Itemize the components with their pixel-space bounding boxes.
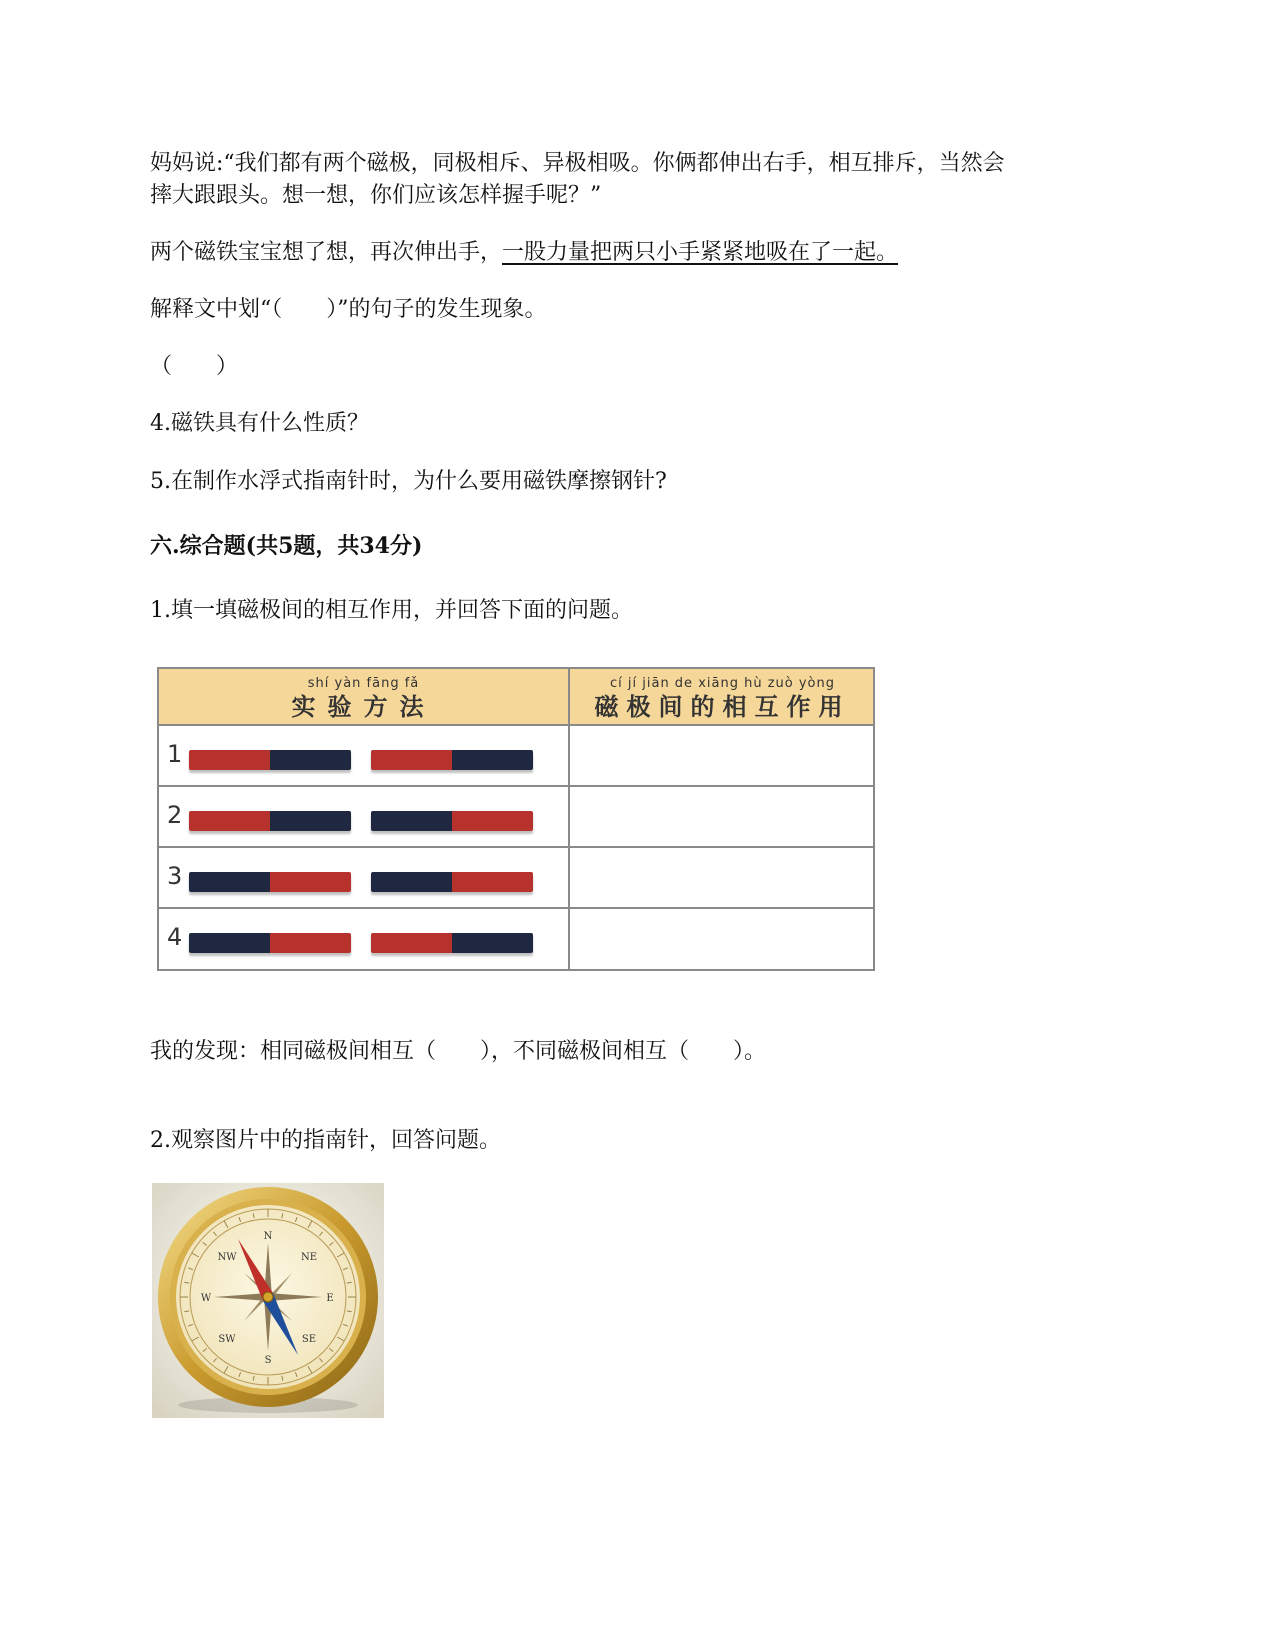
row-number: 3 bbox=[167, 862, 183, 890]
bar-magnet-right bbox=[371, 811, 533, 831]
question-5: 5.在制作水浮式指南针时，为什么要用磁铁摩擦钢针? bbox=[150, 469, 667, 494]
magnet-red-pole bbox=[270, 933, 351, 953]
magnet-red-pole bbox=[189, 750, 270, 770]
underlined-sentence: 一股力量把两只小手紧紧地吸在了一起。 bbox=[502, 240, 899, 265]
bar-magnet-left bbox=[189, 811, 351, 831]
magnet-red-pole bbox=[452, 811, 533, 831]
answer-blank: （ ） bbox=[150, 354, 239, 379]
magnet-blue-pole bbox=[189, 872, 270, 892]
bar-magnet-right bbox=[371, 933, 533, 953]
magnet-blue-pole bbox=[371, 872, 452, 892]
compass-direction-label: NW bbox=[217, 1251, 237, 1263]
compass-direction-label: NE bbox=[300, 1251, 318, 1263]
compass-direction-label: S bbox=[264, 1355, 272, 1366]
story-plain-text: 两个磁铁宝宝想了想，再次伸出手， bbox=[150, 240, 503, 265]
row-number: 4 bbox=[167, 923, 183, 951]
section-heading: 六.综合题(共5题，共34分) bbox=[150, 533, 423, 559]
magnet-red-pole bbox=[371, 933, 452, 953]
bar-magnet-left bbox=[189, 750, 351, 770]
magnet-blue-pole bbox=[371, 811, 452, 831]
magnet-blue-pole bbox=[270, 750, 351, 770]
story-paragraph-2 bbox=[150, 237, 898, 268]
compass-direction-label: E bbox=[326, 1293, 334, 1304]
header-method-pinyin: shí yàn fāng fǎ bbox=[307, 676, 420, 691]
header-interaction-pinyin: cí jí jiān de xiāng hù zuò yòng bbox=[610, 676, 835, 691]
bar-magnet-right bbox=[371, 750, 533, 770]
header-interaction bbox=[570, 669, 875, 724]
row-number: 1 bbox=[167, 740, 183, 768]
explain-prompt: 解释文中划“（ ）”的句子的发生现象。 bbox=[150, 297, 547, 322]
row-number: 2 bbox=[167, 801, 183, 829]
compass-image bbox=[152, 1183, 384, 1418]
question-4: 4.磁铁具有什么性质？ bbox=[150, 411, 369, 436]
table-row bbox=[159, 909, 873, 970]
table-header bbox=[159, 669, 873, 726]
compass-direction-label: SE bbox=[301, 1334, 317, 1346]
table-row bbox=[159, 848, 873, 909]
magnet-red-pole bbox=[452, 872, 533, 892]
bar-magnet-right bbox=[371, 872, 533, 892]
table-row bbox=[159, 726, 873, 787]
magnet-blue-pole bbox=[452, 933, 533, 953]
bar-magnet-left bbox=[189, 872, 351, 892]
bar-magnet-left bbox=[189, 933, 351, 953]
magnet-table bbox=[157, 667, 875, 971]
compass-direction-label: SW bbox=[218, 1334, 236, 1346]
section-question-1: 1.填一填磁极间的相互作用，并回答下面的问题。 bbox=[150, 598, 633, 623]
header-method-title: 实验方法 bbox=[291, 692, 436, 721]
story-line-2: 摔大跟跟头。想一想，你们应该怎样握手呢？” bbox=[150, 183, 602, 208]
compass-direction-label: W bbox=[200, 1293, 212, 1304]
section-question-2: 2.观察图片中的指南针，回答问题。 bbox=[150, 1128, 501, 1153]
magnet-red-pole bbox=[270, 872, 351, 892]
table-row bbox=[159, 787, 873, 848]
compass-icon bbox=[152, 1183, 384, 1418]
magnet-red-pole bbox=[189, 811, 270, 831]
magnet-blue-pole bbox=[270, 811, 351, 831]
magnet-red-pole bbox=[371, 750, 452, 770]
compass-direction-label: N bbox=[263, 1231, 273, 1242]
header-interaction-title: 磁极间的相互作用 bbox=[594, 692, 851, 721]
magnet-blue-pole bbox=[189, 933, 270, 953]
magnet-blue-pole bbox=[452, 750, 533, 770]
header-method bbox=[159, 669, 568, 724]
story-line-1: 妈妈说:“我们都有两个磁极，同极相斥、异极相吸。你俩都伸出右手，相互排斥，当然会 bbox=[150, 151, 1005, 176]
finding-sentence: 我的发现：相同磁极间相互（ ），不同磁极间相互（ ）。 bbox=[150, 1039, 767, 1064]
